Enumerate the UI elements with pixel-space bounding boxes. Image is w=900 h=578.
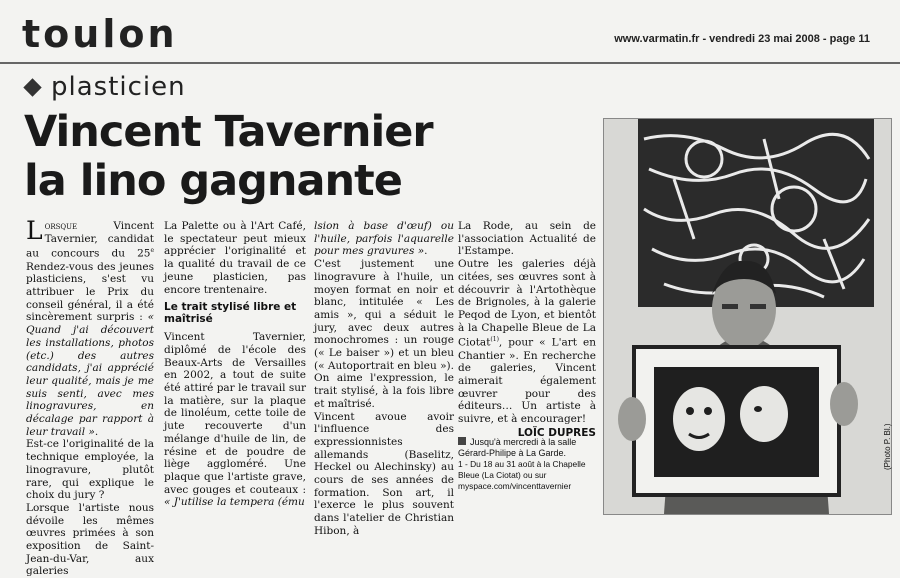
byline: LOÏC DUPRES: [517, 426, 596, 439]
article-column-1: [26, 216, 154, 578]
headline-line-1: Vincent Tavernier: [24, 107, 433, 157]
paragraph-6: Vincent avoue avoir l'influence des expressionnistes allemands (Baselitz, Heckel ou Alechinsky) au cours de ses années de formation. Son art, il l'exerce le plus souvent dans l'atelier de Christian Hibon, à: [314, 410, 454, 537]
paragraph-4: Vincent Tavernier, diplômé de l'école des Beaux-Arts de Versailles en 2002, a tout de suite été attiré par le travail sur la matière, sur la plaque de linoléum, cette toile de jute recouverte d'un mélange d'huile de lin, de résine et de poudre de liège aggloméré. Une plaque que l'artiste grave, avec gouges et couteaux : « J'utilise la tempera (ému: [164, 331, 306, 509]
info-line-1: Jusqu'à mercredi à la salle Gérard-Philipe à La Garde.: [458, 437, 577, 458]
paragraph-4-cont: lsion à base d'œuf) ou l'huile, parfois l'aquarelle pour mes gravures ».: [314, 220, 454, 258]
diamond-icon: [23, 78, 41, 96]
kicker-text: plasticien: [51, 72, 186, 102]
info-line-2: 1 - Du 18 au 31 août à la Chapelle Bleue (La Ciotat) ou sur myspace.com/vincenttavernier: [458, 459, 586, 491]
info-box: [458, 437, 598, 492]
paragraph-5: C'est justement une linogravure à l'huile, un moyen format en noir et blanc, intitulée « Les amis », qui a séduit le jury, avec deux autres monochromes : un rouge (« Le baiser ») et un bleu (« Autoportrait en bleu »). On aime l'expression, le trait stylisé, à la fois libre et maîtrisé.: [314, 258, 454, 410]
paragraph-3-cont: La Palette ou à l'Art Café, le spectateur peut mieux apprécier l'originalité et la qualité du travail de ce jeune plasticien, pas encore trentenaire.: [164, 220, 306, 296]
article-column-4: [458, 220, 596, 439]
square-bullet-icon: [458, 437, 466, 445]
page-header: [0, 0, 900, 68]
header-info: www.varmatin.fr - vendredi 23 mai 2008 - page 11: [614, 33, 870, 45]
section-name: toulon: [22, 12, 178, 56]
header-rule: [0, 62, 900, 64]
subheading: Le trait stylisé libre et maîtrisé: [164, 301, 297, 326]
dropcap: L: [26, 216, 43, 245]
artist-photo: [603, 118, 892, 515]
paragraph-1: Lorsque Vincent Tavernier, candidat au concours du 25e Rendez-vous des jeunes plasticiens, s'est vu attribuer le Prix du conseil général, il a été sincèrement surpris : « Quand j'ai découvert les installations, photos (etc.) des autres candidats, j'ai apprécié leur qualité, mais je me suis senti, avec mes linogravures, en décalage par rapport à leur travail ».: [26, 216, 154, 438]
paragraph-2: Est-ce l'originalité de la technique employée, la linogravure, plutôt rare, qui explique le choix du jury ?: [26, 438, 154, 502]
article-column-3: [314, 220, 454, 537]
paragraph-6-cont: La Rode, au sein de l'association Actualité de l'Estampe.: [458, 220, 596, 258]
paragraph-7: Outre les galeries déjà citées, ses œuvres sont à découvrir à l'Artothèque de Brignoles, à la galerie Peqod de Lyon, et bientôt à la Chapelle Bleue de La Ciotat$^{(1)}$, pour « L'art en Chantier ». En recherche de galeries, Vincent aimerait également œuvrer pour des éditeurs… Un artiste à suivre, et à encourager!: [458, 258, 596, 426]
headline: [24, 108, 584, 206]
kicker: [26, 72, 186, 102]
headline-line-2: la lino gagnante: [24, 156, 402, 206]
photo-credit: (Photo P. Bl.): [883, 423, 893, 470]
photo-illustration: [604, 119, 891, 514]
paragraph-3: Lorsque l'artiste nous dévoile les mêmes œuvres primées à son exposition de Saint-Jean-du-Var, aux galeries: [26, 501, 154, 578]
article-column-2: [164, 220, 306, 516]
quote: « Quand j'ai découvert les installations, photos (etc.) des autres candidats, j'ai apprécié leur qualité, mais je me suis senti, avec mes linogravures, en décalage par rapport à leur travail »: [26, 311, 154, 438]
